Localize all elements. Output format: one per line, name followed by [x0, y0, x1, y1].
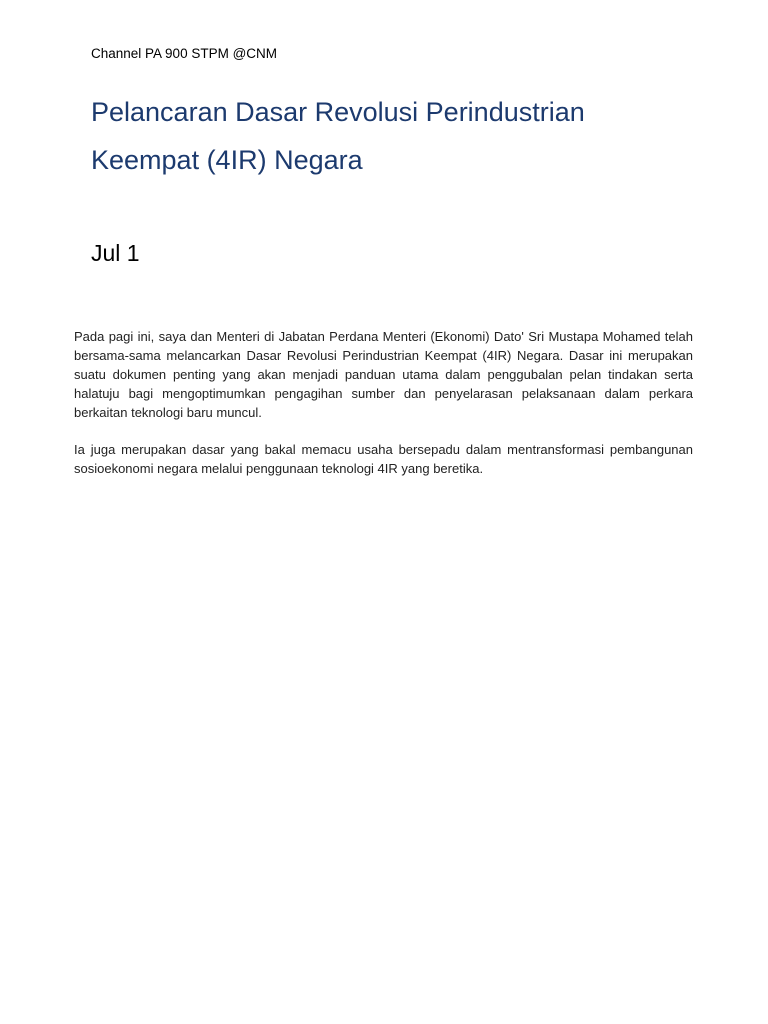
- article-title: Pelancaran Dasar Revolusi Perindustrian Keempat (4IR) Negara: [91, 97, 585, 175]
- article-date: Jul 1: [91, 240, 140, 266]
- paragraph-1: Pada pagi ini, saya dan Menteri di Jabatan Perdana Menteri (Ekonomi) Dato' Sri Mustapa Mohamed telah bersama-sama melancarkan Dasar Revolusi Perindustrian Keempat (4IR) Negara. Dasar ini merupakan suatu dokumen penting yang akan menjadi panduan utama dalam penggubalan pelan tindakan serta halatuju bagi mengoptimumkan pengagihan sumber dan penyelarasan pelaksanaan dalam perkara berkaitan teknologi baru muncul.: [74, 329, 693, 420]
- channel-label: Channel PA 900 STPM @CNM: [91, 46, 278, 61]
- article-body: [74, 327, 693, 496]
- paragraph-2: Ia juga merupakan dasar yang bakal memacu usaha bersepadu dalam mentransformasi pembangunan sosioekonomi negara melalui penggunaan teknologi 4IR yang beretika.: [74, 442, 693, 476]
